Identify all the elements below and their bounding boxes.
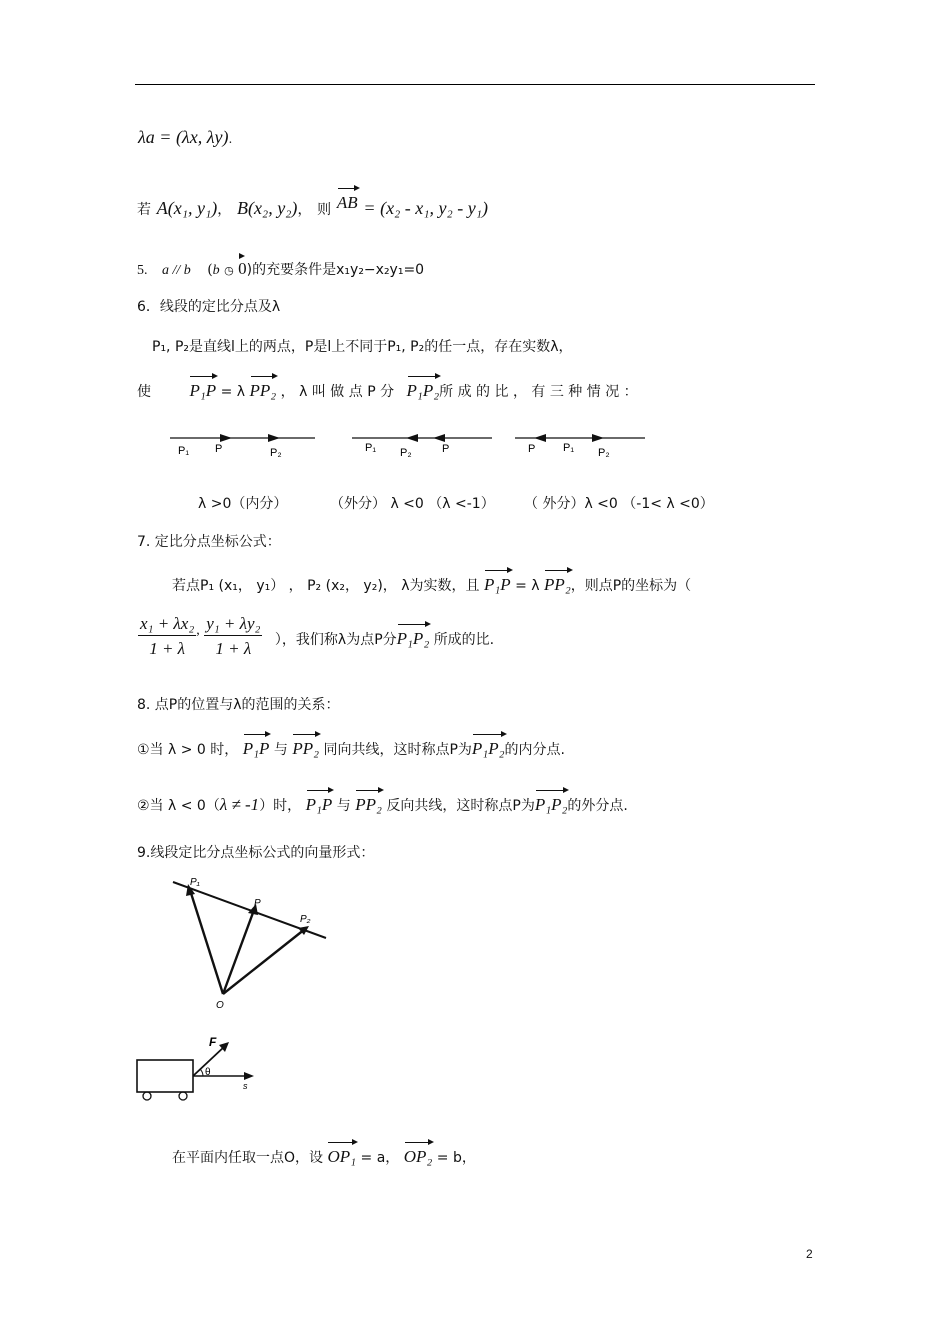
division-cases-diagrams [160,425,660,465]
vector-p1p-8b: P₁P [306,788,333,813]
vector-pp2-7: PP₂ [544,568,571,593]
item5-condition-text: )的充要条件是x₁y₂−x₂y₁=0 [246,262,425,278]
c1-collinear: 同向共线，这时称点P为 [323,742,472,758]
item-9-last-line [172,1140,476,1165]
item-7-formula: $\frac{\text{x₁ + λx₂}}{1 + \lambda}$ , $\frac{\text{y₁ + λy₂}}{1 + \lambda}$ ），我们称λ为点P分 P₁P₂ 所成的比. [140,614,495,658]
item5-parallel: a // b [161,263,191,278]
vector-op2: OP₂ [404,1140,433,1165]
fig-p2-label: P₂ [300,914,311,925]
vector-op1: OP₁ [327,1140,356,1165]
zero-vector: 0 [238,259,247,278]
vector-pp2-8a: PP₂ [292,732,319,757]
case-1: λ >0（内分） [198,496,288,512]
item-6-line2 [137,374,638,399]
c1-and: 与 [273,742,288,758]
item-7-title: 7. 定比分点坐标公式： [137,534,281,550]
displacement-s-label: s [243,1081,248,1091]
vector-p1p2: P₁P₂ [407,374,440,399]
diagram-external-right [515,434,645,459]
item-8-title: 8. 点P的位置与λ的范围的关系： [137,697,340,713]
comma-1: ， [217,202,232,218]
c2-collinear: 反向共线，这时称点P为 [386,798,535,814]
c2-external: 的外分点. [567,798,628,814]
lambda-a-formula: λa = (λx, λy) [138,127,229,147]
ab-result: = (x₂ - x₁, y₂ - y₁) [363,198,489,218]
c2-when: ②当 λ < 0（ [137,798,220,814]
fraction-x: $\frac{\text{x₁ + λx₂}}{1 + \lambda}$ [140,614,195,658]
shi-text: 使 [137,384,151,400]
case-2: （外分） λ <0 （λ <-1） [330,496,495,512]
take-point-text: 在平面内任取一点O，设 [172,1150,324,1166]
formula-dot: . [228,132,233,146]
c1-internal: 的内分点. [504,742,565,758]
diagram-external-left [352,434,492,459]
cart-wheel-right [179,1092,187,1100]
force-f-label: F [209,1035,217,1049]
c2-time: ）时， [259,798,302,814]
d3-p-label: P [528,443,536,455]
item6-end-text: 所 成 的 比 ， 有 三 种 情 况 ： [439,384,638,400]
comma-2: ， [297,202,312,218]
c2-and: 与 [336,798,351,814]
point-b: B(x₂, y₂) [236,198,298,218]
item-7-line1 [172,568,691,593]
item5-paren: ( [207,262,213,278]
item-6-title: 6．线段的定比分点及λ [137,299,281,315]
d3-p1-label: P₁ [563,442,575,454]
cart-body [137,1060,193,1092]
item7-coord-text: ，则点P的坐标为（ [570,578,692,594]
eq-a: = a， [360,1150,400,1166]
item5-b: b [212,263,220,278]
fig-p1-label: P₁ [190,877,200,888]
item7-end-text: 所成的比. [433,632,495,648]
item-8-case1 [137,732,565,757]
item5-number: 5. [137,263,148,278]
vector-pp2: PP₂ [250,374,277,399]
ze-text: 则 [317,202,332,218]
item7-ratio-text: ），我们称λ为点P分 [274,632,397,648]
d1-p1-label: P₁ [178,445,190,457]
c2-condition: λ ≠ -1 [219,795,260,814]
vector-ab: AB [337,186,358,211]
vector-pp2-8b: PP₂ [355,788,382,813]
vector-triangle-figure [168,872,333,1012]
eq-b: = b， [436,1150,476,1166]
angle-theta-label: θ [205,1067,211,1078]
eq-lambda: = λ [220,384,246,400]
fig-p-label: P [254,898,261,909]
vector-p1p2-8b: P₁P₂ [535,788,568,813]
d1-p-label: P [215,443,223,455]
vector-p1p2-8a: P₁P₂ [472,732,505,757]
item-6-line1: P₁, P₂是直线l上的两点，P是l上不同于P₁, P₂的任一点，存在实数λ， [152,339,573,355]
formula-lambda-a [138,128,232,147]
c1-when: ①当 λ > 0 时， [137,742,239,758]
item7-points-text: 若点P₁ (x₁， y₁） ， P₂ (x₂， y₂)， λ为实数，且 [172,578,480,594]
cart-wheel-left [143,1092,151,1100]
cart-force-figure [133,1032,293,1110]
vector-p1p: P₁P [189,374,216,399]
item6-mid-text: ， λ 叫 做 点 P 分 [280,384,395,400]
item-5 [137,254,424,278]
diagram-internal [170,434,315,459]
page-number: 2 [806,1247,813,1261]
fraction-y: $\frac{\text{y₁ + λy₂}}{1 + \lambda}$ [206,614,261,658]
item-9-title: 9.线段定比分点坐标公式的向量形式： [137,845,375,861]
d1-p2-label: P₂ [270,447,282,459]
vector-p1p2-7: P₁P₂ [397,622,430,647]
vector-ab-line [137,186,488,218]
item7-eq: = λ [515,578,540,594]
d2-p1-label: P₁ [365,442,377,454]
fig-o-label: O [216,1000,224,1011]
ruo-text: 若 [137,202,151,218]
d2-p2-label: P₂ [400,447,412,459]
item-8-case2 [137,788,628,813]
item5-not-equal-symbol: ◷ [224,264,234,277]
vector-p1p-8a: P₁P [243,732,270,757]
header-rule [135,84,815,85]
vector-p1p-7: P₁P [484,568,511,593]
case-3: （ 外分）λ <0 （-1< λ <0） [524,496,714,512]
point-a: A(x₁, y₁) [156,198,218,218]
d2-p-label: P [442,443,450,455]
d3-p2-label: P₂ [598,447,610,459]
